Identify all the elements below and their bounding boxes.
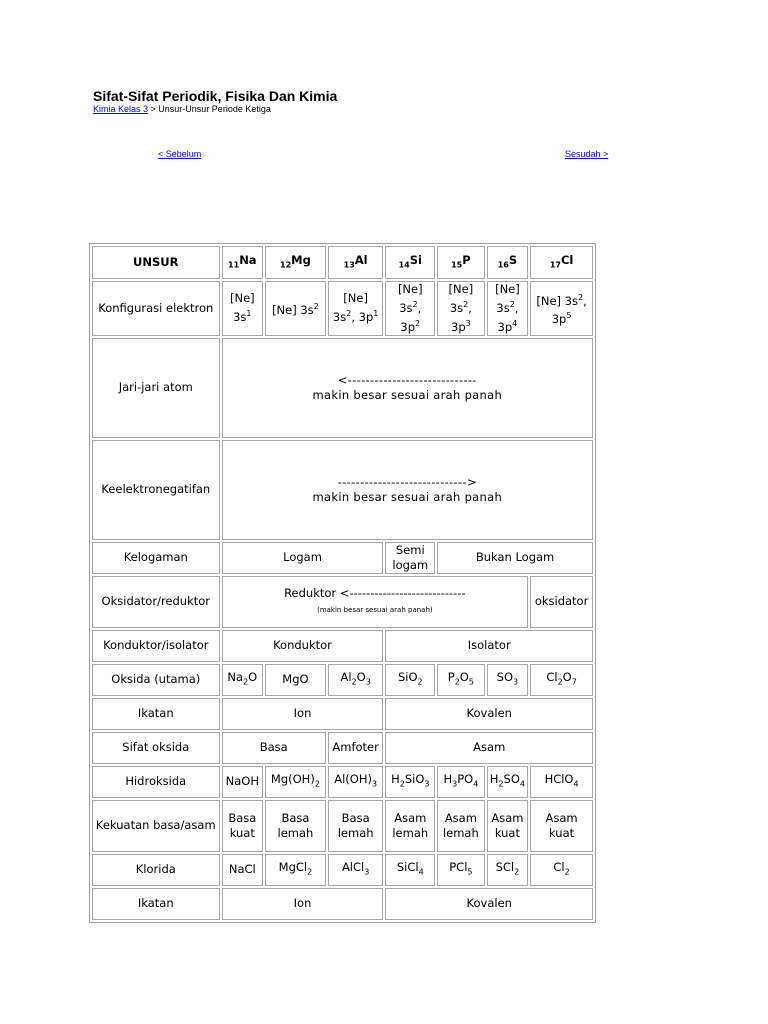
header-element-p: $_{15}$P — [437, 246, 485, 279]
isolator-cell: Isolator — [385, 630, 593, 662]
trend-arrow-left: <----------------------------- — [337, 372, 477, 387]
table-row — [92, 888, 593, 920]
config-p: [Ne] $3s^2$, $3p^3$ — [437, 281, 485, 336]
prev-nav — [158, 149, 201, 159]
oksida-si: SiO$_2$ — [385, 664, 435, 696]
row-label-keelektronegatifan: Keelektronegatifan — [92, 440, 220, 540]
konduktor-cell: Konduktor — [222, 630, 384, 662]
table-row — [92, 766, 593, 798]
breadcrumb-separator: > — [148, 104, 159, 114]
reduktor-trend — [222, 576, 529, 628]
row-label-konduktor-isolator: Konduktor/isolator — [92, 630, 220, 662]
hidroksida-s: $H_2SO_4$ — [487, 766, 529, 798]
oksida-s: $SO_3$ — [487, 664, 529, 696]
sifat-oksida-basa: Basa — [222, 732, 326, 764]
hidroksida-p: $H_3PO_4$ — [437, 766, 485, 798]
row-label-oksidator-reduktor: Oksidator/reduktor — [92, 576, 220, 628]
table-row — [92, 854, 593, 886]
kekuatan-cl: Asam kuat — [530, 800, 593, 852]
row-label-ikatan: Ikatan — [92, 888, 220, 920]
breadcrumb-link-kimia-kelas-3[interactable]: Kimia Kelas 3 — [93, 104, 149, 114]
klorida-p: PCl$_5$ — [437, 854, 485, 886]
header-element-cl: $_{17}$Cl — [530, 246, 593, 279]
ikatan-ion: Ion — [222, 698, 384, 730]
row-label-kelogaman: Kelogaman — [92, 542, 220, 574]
oksida-cl: $Cl_2O_7$ — [530, 664, 593, 696]
oksida-na: $Na_2O$ — [222, 664, 264, 696]
table-row — [92, 800, 593, 852]
config-cl: [Ne] $3s^2$, $3p^5$ — [530, 281, 593, 336]
table-row — [92, 664, 593, 696]
reduktor-note: (makin besar sesuai arah panah) — [317, 605, 433, 614]
ikatan-ion: Ion — [222, 888, 384, 920]
row-label-kekuatan: Kekuatan basa/asam — [92, 800, 220, 852]
table-row — [92, 576, 593, 628]
keelektronegatifan-trend — [222, 440, 593, 540]
header-element-s: $_{16}$S — [487, 246, 529, 279]
kelogaman-semi-logam: Semi logam — [385, 542, 435, 574]
trend-text: makin besar sesuai arah panah — [312, 489, 503, 504]
row-label-jari-jari: Jari-jari atom — [92, 338, 220, 438]
kekuatan-al: Basa lemah — [328, 800, 384, 852]
klorida-na: NaCl — [222, 854, 264, 886]
sifat-oksida-asam: Asam — [385, 732, 593, 764]
row-label-hidroksida: Hidroksida — [92, 766, 220, 798]
table-row — [92, 698, 593, 730]
kelogaman-logam: Logam — [222, 542, 384, 574]
klorida-cl: $Cl_2$ — [530, 854, 593, 886]
config-al: [Ne] $3s^2$, $3p^1$ — [328, 281, 384, 336]
table-row — [92, 732, 593, 764]
row-label-konfigurasi: Konfigurasi elektron — [92, 281, 220, 336]
oksida-al: $Al_2O_3$ — [328, 664, 384, 696]
table-row — [92, 246, 593, 279]
row-label-sifat-oksida: Sifat oksida — [92, 732, 220, 764]
periodic-properties-table — [89, 243, 596, 923]
header-element-na: $_{11}$Na — [222, 246, 264, 279]
table-row — [92, 542, 593, 574]
reduktor-arrow: Reduktor <---------------------------- — [284, 585, 466, 600]
ikatan-kovalen: Kovalen — [385, 698, 593, 730]
ikatan-kovalen: Kovalen — [385, 888, 593, 920]
jari-jari-trend — [222, 338, 593, 438]
table-row — [92, 440, 593, 540]
klorida-al: AlCl$_3$ — [328, 854, 384, 886]
config-mg: [Ne] $3s^2$ — [265, 281, 326, 336]
config-s: [Ne] $3s^2$, $3p^4$ — [487, 281, 529, 336]
config-si: [Ne] $3s^2$, $3p^2$ — [385, 281, 435, 336]
kekuatan-mg: Basa lemah — [265, 800, 326, 852]
config-na: [Ne] $3s^1$ — [222, 281, 264, 336]
kekuatan-na: Basa kuat — [222, 800, 264, 852]
trend-text: makin besar sesuai arah panah — [312, 387, 503, 402]
kekuatan-s: Asam kuat — [487, 800, 529, 852]
oksidator-cell: oksidator — [530, 576, 593, 628]
sifat-oksida-amfoter: Amfoter — [328, 732, 384, 764]
hidroksida-na: NaOH — [222, 766, 264, 798]
header-element-si: $_{14}$Si — [385, 246, 435, 279]
header-unsur: UNSUR — [92, 246, 220, 279]
breadcrumb — [93, 104, 271, 114]
row-label-ikatan: Ikatan — [92, 698, 220, 730]
klorida-si: SiCl$_4$ — [385, 854, 435, 886]
oksida-p: $P_2O_5$ — [437, 664, 485, 696]
oksida-mg: MgO — [265, 664, 326, 696]
kekuatan-p: Asam lemah — [437, 800, 485, 852]
kekuatan-si: Asam lemah — [385, 800, 435, 852]
klorida-mg: MgCl$_2$ — [265, 854, 326, 886]
row-label-klorida: Klorida — [92, 854, 220, 886]
breadcrumb-current: Unsur-Unsur Periode Ketiga — [158, 104, 271, 114]
klorida-s: SCl$_2$ — [487, 854, 529, 886]
hidroksida-al: $Al(OH)_3$ — [328, 766, 384, 798]
table-row — [92, 630, 593, 662]
header-element-al: $_{13}$Al — [328, 246, 384, 279]
page-title: Sifat-Sifat Periodik, Fisika Dan Kimia — [93, 88, 338, 104]
kelogaman-bukan-logam: Bukan Logam — [437, 542, 593, 574]
row-label-oksida: Oksida (utama) — [92, 664, 220, 696]
table-row — [92, 281, 593, 336]
previous-link[interactable]: < Sebelum — [158, 149, 202, 159]
header-element-mg: $_{12}$Mg — [265, 246, 326, 279]
next-link[interactable]: Sesudah > — [565, 149, 609, 159]
next-nav — [565, 149, 608, 159]
hidroksida-si: $H_2SiO_3$ — [385, 766, 435, 798]
hidroksida-cl: HClO$_4$ — [530, 766, 593, 798]
trend-arrow-right: -----------------------------> — [337, 474, 477, 489]
hidroksida-mg: $Mg(OH)_2$ — [265, 766, 326, 798]
table-row — [92, 338, 593, 438]
